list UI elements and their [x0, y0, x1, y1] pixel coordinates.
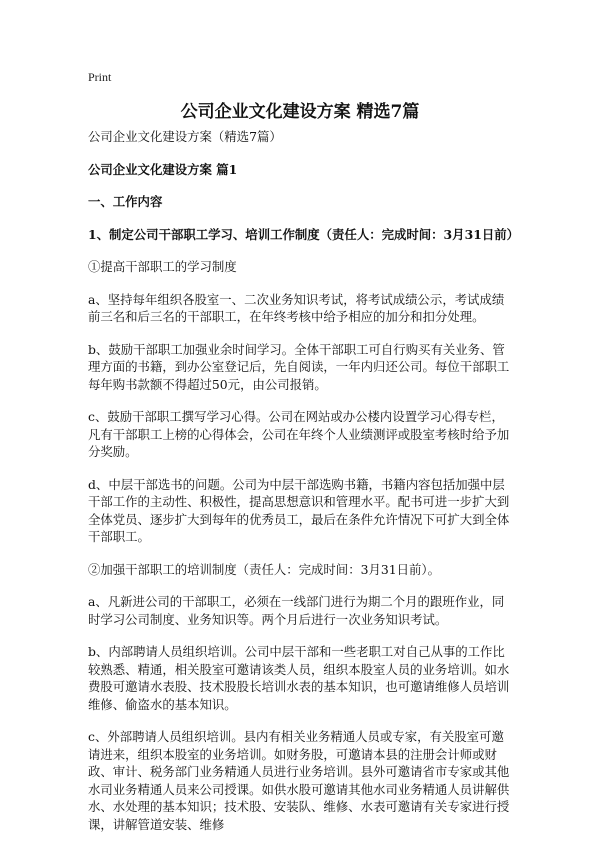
list-item: ②加强干部职工的培训制度（责任人：完成时间：3月31日前）。 — [88, 561, 440, 577]
paragraph: d、中层干部选书的问题。公司为中层干部选购书籍，书籍内容包括加强中层干部工作的主动性、积极性，提高思想意识和管理水平。配书可进一步扩大到全体党员、逐步扩大到每年的优秀员工，最后在条件允许情况下可扩大到全体干部职工。 — [88, 476, 510, 544]
paragraph: c、鼓励干部职工撰写学习心得。公司在网站或办公楼内设置学习心得专栏，凡有干部职工上榜的心得体会，公司在年终个人业绩测评或股室考核时给予加分奖励。 — [88, 409, 510, 459]
paragraph: a、凡新进公司的干部职工，必须在一线部门进行为期二个月的跟班作业，同时学习公司制度、业务知识等。两个月后进行一次业务知识考试。 — [88, 594, 505, 627]
paragraph: a、坚持每年组织各股室一、二次业务知识考试，将考试成绩公示，考试成绩前三名和后三名的干部职工，在年终考核中给予相应的加分和扣分处理。 — [88, 291, 505, 324]
list-item: ①提高干部职工的学习制度 — [88, 259, 237, 274]
paragraph: b、鼓励干部职工加强业余时间学习。全体干部职工可自行购买有关业务、管理方面的书籍，到办公室登记后，先自阅读，一年内归还公司。每位干部职工每年购书款额不得超过50元，由公司报销。 — [88, 341, 510, 392]
document-body — [88, 128, 519, 848]
heading-work-content: 一、工作内容 — [88, 194, 163, 209]
section-title: 公司企业文化建设方案 篇1 — [88, 161, 238, 177]
paragraph: b、内部聘请人员组织培训。公司中层干部和一些老职工对自己从事的工作比较熟悉、精通，相关股室可邀请该类人员，组织本股室人员的业务培训。如水费股可邀请水表股、技术股股长培训水表的基本知识，也可邀请维修人员培训维修、偷盗水的基本知识。 — [88, 644, 510, 712]
paragraph: c、外部聘请人员组织培训。县内有相关业务精通人员或专家，有关股室可邀请进来，组织本股室的业务培训。如财务股，可邀请本县的注册会计师或财政、审计、税务部门业务精通人员进行业务培训。县外可邀请省市专家或其他水司业务精通人员来公司授课。如供水股可邀请其他水司业务精通人员讲解供水、水处理的基本知识；技术股、安装队、维修、水表可邀请有关专家进行授课，讲解管道安装、维修 — [88, 729, 510, 832]
print-link[interactable]: Print — [88, 70, 112, 84]
heading-training-system: 1、制定公司干部职工学习、培训工作制度（责任人：完成时间：3月31日前） — [88, 226, 519, 242]
page-title: 公司企业文化建设方案 精选7篇 — [180, 102, 420, 122]
document-subtitle: 公司企业文化建设方案（精选7篇） — [88, 129, 282, 144]
